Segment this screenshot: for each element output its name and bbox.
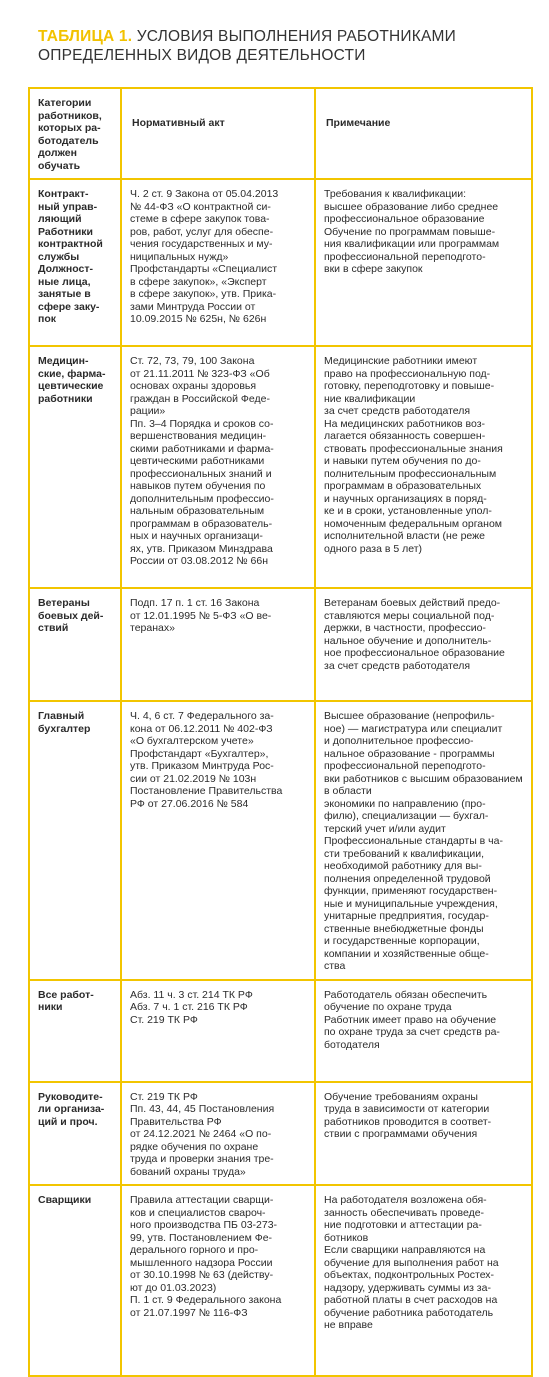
table-row — [29, 588, 532, 701]
row-note: На работодателя возложена обя- занность обеспечивать проведе- ние подготовки и аттестации ра- ботников Если сварщики направляются на обучение для выполнения работ на объектах, подконтрольных Ростех- надзору, удерживать суммы из за- работной платы в счет расходов на обучение работника работодатель не вправе — [315, 1185, 532, 1376]
row-category: Контракт- ный управ- ляющий Работники контрактной службы Должност- ные лица, занятые в сфере заку- пок — [29, 179, 121, 346]
row-category: Руководите- ли организа- ций и проч. — [29, 1082, 121, 1186]
row-note: Работодатель обязан обеспечить обучение по охране труда Работник имеет право на обучение по охране труда за счет средств ра- ботодателя — [315, 980, 532, 1082]
row-act: Ч. 2 ст. 9 Закона от 05.04.2013 № 44-ФЗ «О контрактной си- стеме в сфере закупок това- ров, работ, услуг для обеспе- чения государственных и му- ниципальных нужд» Профстандарты «Специалист в сфере закупок», «Эксперт в сфере закупок», утв. Прика- зами Минтруда России от 10.09.2015 № 625н, № 626н — [121, 179, 315, 346]
table-title-prefix: ТАБЛИЦА 1. — [38, 28, 133, 45]
row-act: Подп. 17 п. 1 ст. 16 Закона от 12.01.1995 № 5-ФЗ «О ве- теранах» — [121, 588, 315, 701]
row-act: Ст. 72, 73, 79, 100 Закона от 21.11.2011 № 323-ФЗ «Об основах охраны здоровья граждан в Российской Феде- рации» Пп. 3–4 Порядка и сроков со- вершенствования медицин- скими работниками и фарма- цевтическими работниками профессиональных знаний и навыков путем обучения по дополнительным профессио- нальным образовательным программам в образователь- ных и научных организаци- ях, утв. Приказом Минздрава России от 03.08.2012 № 66н — [121, 346, 315, 588]
row-note: Обучение требованиям охраны труда в зависимости от категории работников проводится в соответ- ствии с программами обучения — [315, 1082, 532, 1186]
table-row — [29, 1185, 532, 1376]
table-row — [29, 179, 532, 346]
table-title — [38, 27, 538, 65]
row-category: Медицин- ские, фарма- цевтические работники — [29, 346, 121, 588]
table-row — [29, 701, 532, 980]
table-header-row — [29, 88, 532, 179]
row-note: Требования к квалификации: высшее образование либо среднее профессиональное образование Обучение по программам повыше- ния квалификации или программам профессиональной переподгото- вки в сфере закупок — [315, 179, 532, 346]
row-note: Ветеранам боевых действий предо- ставляются меры социальной под- держки, в частности, профессио- нальное обучение и дополнитель- ное профессиональное образование за счет средств работодателя — [315, 588, 532, 701]
row-note: Высшее образование (непрофиль- ное) — магистратура или специалит и дополнительное профессио- нальное образование - программы профессиональной переподгото- вки работников с высшим образованием в области экономики по направлению (про- филю), специализации — бухгал- терский учет и/или аудит Профессиональные стандарты в ча- сти требований к квалификации, необходимой работнику для вы- полнения определенной трудовой функции, применяют государствен- ные и муниципальные учреждения, унитарные предприятия, государ- ственные внебюджетные фонды и государственные корпорации, компании и хозяйственные обще- ства — [315, 701, 532, 980]
header-category: Категории работников, которых ра- ботодатель должен обучать — [29, 88, 121, 179]
row-category: Все работ- ники — [29, 980, 121, 1082]
header-act: Нормативный акт — [121, 88, 315, 179]
row-category: Главный бухгалтер — [29, 701, 121, 980]
row-category: Ветераны боевых дей- ствий — [29, 588, 121, 701]
row-note: Медицинские работники имеют право на профессиональную под- готовку, переподготовку и повыше- ние квалификации за счет средств работодателя На медицинских работников воз- лагается обязанность совершен- ствовать профессиональные знания и навыки путем обучения по до- полнительным профессиональным программам в образовательных и научных организациях в поряд- ке и в сроки, установленные упол- номоченным федеральным органом исполнительной власти (не реже одного раза в 5 лет) — [315, 346, 532, 588]
row-act: Абз. 11 ч. 3 ст. 214 ТК РФ Абз. 7 ч. 1 ст. 216 ТК РФ Ст. 219 ТК РФ — [121, 980, 315, 1082]
row-act: Ст. 219 ТК РФ Пп. 43, 44, 45 Постановления Правительства РФ от 24.12.2021 № 2464 «О по- рядке обучения по охране труда и проверки знания тре- бований охраны труда» — [121, 1082, 315, 1186]
conditions-table — [28, 87, 533, 1377]
header-note: Примечание — [315, 88, 532, 179]
table-row — [29, 980, 532, 1082]
table-row — [29, 346, 532, 588]
table-row — [29, 1082, 532, 1186]
row-act: Правила аттестации сварщи- ков и специалистов свароч- ного производства ПБ 03-273- 99, утв. Постановлением Фе- дерального горного и про- мышленного надзора России от 30.10.1998 № 63 (действу- ют до 01.03.2023) П. 1 ст. 9 Федерального закона от 21.07.1997 № 116-ФЗ — [121, 1185, 315, 1376]
table-title-text: УСЛОВИЯ ВЫПОЛНЕНИЯ РАБОТНИКАМИ ОПРЕДЕЛЕННЫХ ВИДОВ ДЕЯТЕЛЬНОСТИ — [38, 28, 456, 64]
row-category: Сварщики — [29, 1185, 121, 1376]
row-act: Ч. 4, 6 ст. 7 Федерального за- кона от 06.12.2011 № 402-ФЗ «О бухгалтерском учете» Профстандарт «Бухгалтер», утв. Приказом Минтруда Рос- сии от 21.02.2019 № 103н Постановление Правительства РФ от 27.06.2016 № 584 — [121, 701, 315, 980]
conditions-table-wrapper — [28, 87, 531, 1377]
